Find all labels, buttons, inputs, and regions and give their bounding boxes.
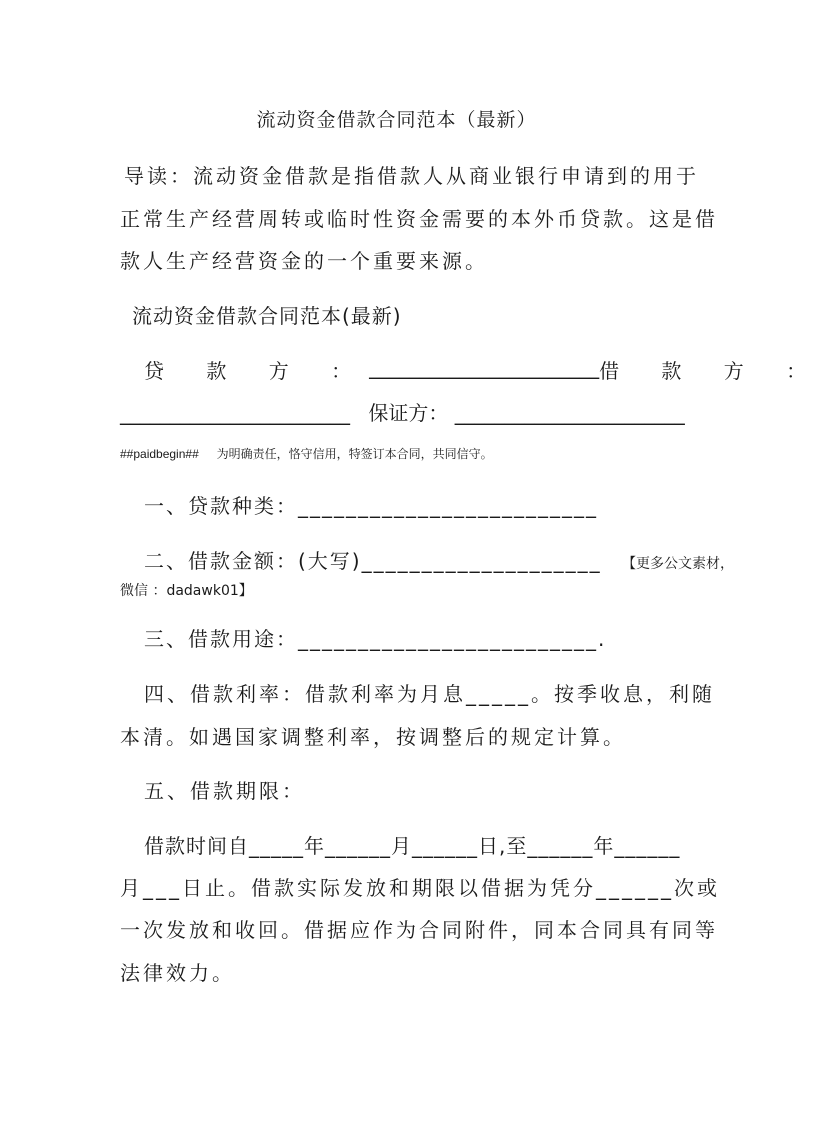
term-line-1: 借款时间自_____年______月______日,至______年______ bbox=[144, 834, 681, 858]
lender-label: 贷 款 方 ： bbox=[144, 359, 370, 383]
intro-line-3: 款人生产经营资金的一个重要来源。 bbox=[120, 249, 488, 273]
term-line-4: 法律效力。 bbox=[120, 961, 235, 985]
contract-subtitle: 流动资金借款合同范本(最新) bbox=[132, 304, 402, 328]
term-line-2: 月___日止。借款实际发放和期限以借据为凭分______次或 bbox=[120, 876, 720, 900]
clause-1: 一、贷款种类：_________________________ bbox=[144, 494, 598, 518]
clause-3: 三、借款用途：_________________________. bbox=[144, 627, 607, 651]
guarantor-label: 保证方： bbox=[368, 401, 449, 425]
paid-marker: ##paidbegin## bbox=[120, 447, 199, 461]
clause-2-text: 二、借款金额：(大写)____________________ bbox=[144, 549, 602, 573]
borrower-label: 借 款 方 ： bbox=[599, 359, 824, 383]
clause-4-line-1: 四、借款利率：借款利率为月息_____。按季收息，利随 bbox=[144, 682, 715, 706]
promo-line-2: 微信 ：dadawk01】 bbox=[120, 583, 253, 599]
guarantor-row bbox=[120, 397, 685, 426]
document-title: 流动资金借款合同范本（最新） bbox=[256, 109, 537, 131]
promo-line-1: 【更多公文素材， bbox=[621, 556, 734, 572]
guarantor-blank: _______________________ bbox=[454, 401, 685, 425]
term-line-3: 一次发放和收回。借据应作为合同附件，同本合同具有同等 bbox=[120, 918, 718, 942]
preamble-row bbox=[120, 445, 493, 462]
lender-blank: _______________________ bbox=[369, 355, 600, 379]
clause-5-heading: 五、借款期限： bbox=[144, 779, 305, 803]
clause-2 bbox=[144, 545, 734, 574]
intro-line-1: 导读：流动资金借款是指借款人从商业银行申请到的用于 bbox=[124, 164, 699, 188]
clause-4-line-2: 本清。如遇国家调整利率，按调整后的规定计算。 bbox=[120, 725, 626, 749]
preamble-text: 为明确责任，恪守信用，特签订本合同，共同信守。 bbox=[216, 447, 493, 461]
parties-row bbox=[144, 355, 824, 384]
intro-line-2: 正常生产经营周转或临时性资金需要的本外币贷款。这是借 bbox=[120, 207, 718, 231]
borrower-blank: _______________________ bbox=[120, 401, 350, 425]
